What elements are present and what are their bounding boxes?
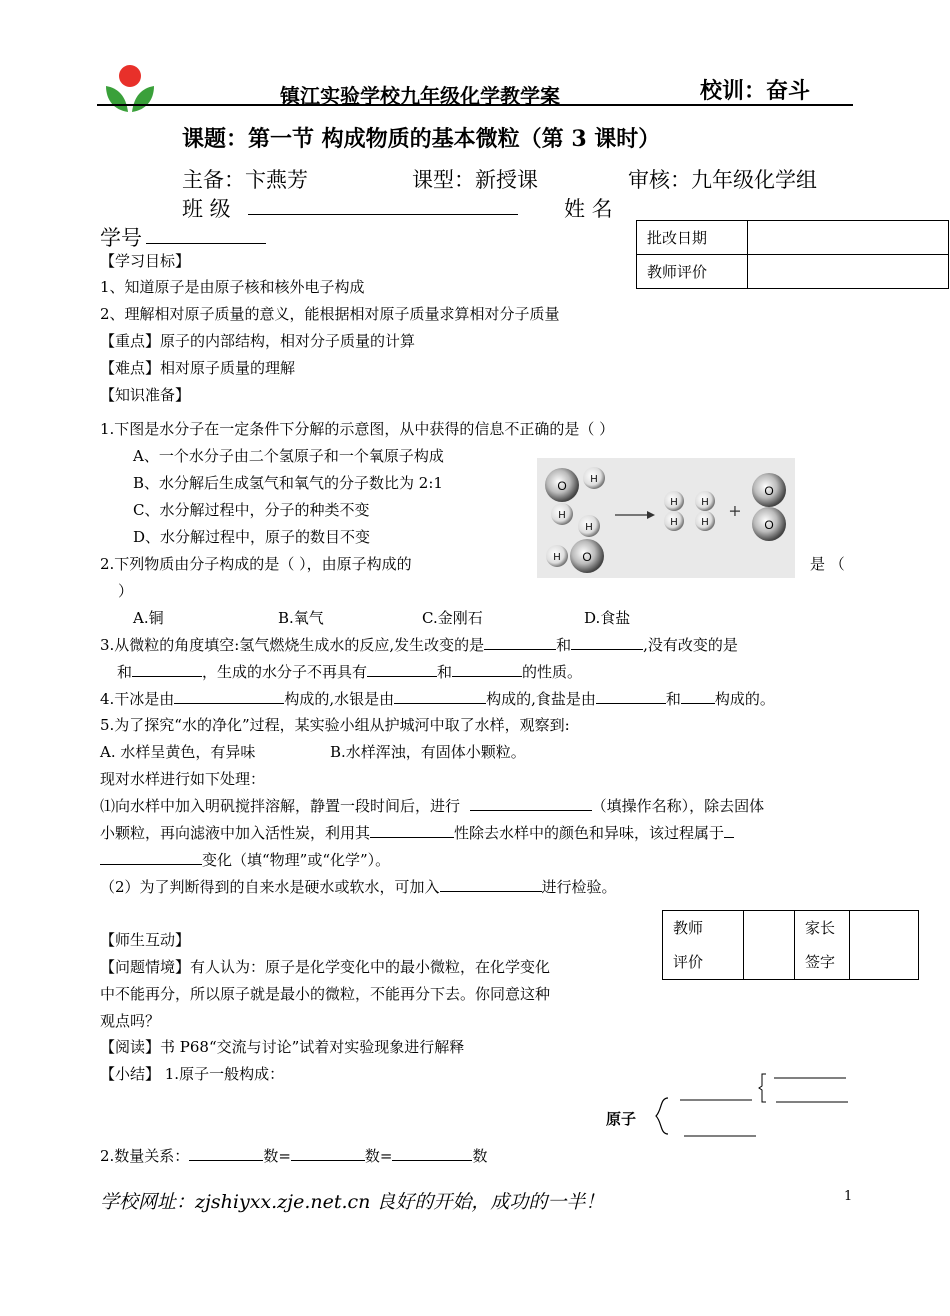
q4-blank[interactable]: [394, 689, 486, 704]
q5-blank[interactable]: [724, 823, 734, 838]
q2-option-a: A.铜: [133, 609, 164, 627]
atom-label-h: H: [670, 517, 678, 528]
lesson-title: 课题：第一节 构成物质的基本微粒（第 3 课时）: [182, 126, 661, 152]
q3-text: 和: [437, 663, 453, 681]
scenario-line-3: 观点吗？: [100, 1012, 161, 1030]
grading-box: [636, 220, 949, 289]
q5-blank[interactable]: [100, 850, 202, 865]
quantity-text: 数=: [364, 1147, 393, 1165]
q5-part2: [100, 876, 617, 897]
atom-label-h: H: [558, 510, 566, 521]
q3-blank[interactable]: [132, 662, 202, 677]
q5-text: 小颗粒，再向滤液中加入活性炭，利用其: [100, 824, 371, 842]
grading-date-label: 批改日期: [637, 221, 748, 255]
q5-observation-b: B.水样浑浊，有固体小颗粒。: [330, 743, 526, 761]
q5-part1-line3: [100, 849, 390, 870]
teacher-eval-cell[interactable]: [748, 255, 949, 289]
q5-part1-line1: [100, 795, 764, 816]
teacher-eval-cell[interactable]: [744, 911, 795, 980]
atom-label-o: O: [582, 550, 592, 564]
q5-text: 进行检验。: [541, 878, 617, 896]
q5-process: 现对水样进行如下处理：: [100, 770, 266, 788]
lesson-type: 课型：新授课: [412, 168, 538, 192]
q3-blank[interactable]: [367, 662, 437, 677]
atom-label-h: H: [701, 497, 709, 508]
key-point: 【重点】原子的内部结构，相对分子质量的计算: [100, 332, 416, 350]
header-rule: [97, 104, 853, 106]
quantity-relation: [100, 1145, 487, 1166]
q1-option-c: C、水分解过程中，分子的种类不变: [133, 501, 370, 519]
name-label: 姓 名: [564, 197, 613, 221]
q3-text: 的性质。: [522, 663, 583, 681]
q3-blank[interactable]: [484, 635, 556, 650]
q5-text: 性除去水样中的颜色和异味，该过程属于: [454, 824, 725, 842]
q5-text: （填操作名称），除去固体: [591, 797, 765, 815]
quantity-blank[interactable]: [291, 1146, 365, 1161]
q3-text: 和: [556, 636, 572, 654]
atom-label-h: H: [590, 474, 598, 485]
q5-text: 变化（填“物理”或“化学”）。: [202, 851, 391, 869]
quantity-text: 数=: [263, 1147, 291, 1165]
student-no-label: 学号: [100, 226, 142, 250]
q4-blank[interactable]: [681, 689, 715, 704]
atom-label-o: O: [764, 518, 774, 532]
summary-heading: 【小结】 1.原子一般构成：: [100, 1065, 285, 1083]
footer-website: 学校网址：zjshiyxx.zje.net.cn 良好的开始，成功的一半！: [100, 1191, 605, 1213]
q2-stem: 2.下列物质由分子构成的是（ ），由原子构成的: [100, 555, 412, 573]
scenario-line-1: 【问题情境】有人认为：原子是化学变化中的最小微粒，在化学变化: [100, 958, 551, 976]
water-decomposition-diagram: [537, 458, 795, 578]
q3-blank[interactable]: [571, 635, 643, 650]
q5-part1-line2: [100, 822, 734, 843]
q5-blank[interactable]: [370, 823, 454, 838]
quantity-text: 数: [472, 1147, 488, 1165]
school-title: 镇江实验学校九年级化学教学案: [280, 84, 560, 108]
q2-stem-tail: 是 （: [810, 555, 845, 573]
q5-blank[interactable]: [440, 877, 542, 892]
q1-option-d: D、水分解过程中，原子的数目不变: [133, 528, 371, 546]
teacher-eval-label: 教师评价: [637, 255, 748, 289]
q3-blank[interactable]: [452, 662, 522, 677]
q5-text: ⑴向水样中加入明矾搅拌溶解，静置一段时间后，进行: [100, 797, 461, 815]
q2-option-c: C.金刚石: [422, 609, 483, 627]
grading-date-cell[interactable]: [748, 221, 949, 255]
goal-item-1: 1、知道原子是由原子核和核外电子构成: [100, 278, 365, 296]
q4-text: 构成的,水银是由: [284, 690, 395, 708]
class-label: 班 级: [182, 197, 231, 221]
q2-option-d: D.食盐: [584, 609, 631, 627]
svg-text:+: +: [728, 501, 742, 520]
q1-option-a: A、一个水分子由二个氢原子和一个氧原子构成: [133, 447, 444, 465]
atom-label-o: O: [557, 479, 567, 493]
school-motto: 校训：奋斗: [700, 78, 811, 104]
parent-sign-label: 家长 签字: [795, 911, 850, 980]
q3-line-2: [117, 661, 582, 682]
q1-option-b: B、水分解后生成氢气和氧气的分子数比为 2:1: [133, 474, 443, 492]
q4-text: 4.干冰是由: [100, 690, 175, 708]
prep-heading: 【知识准备】: [100, 386, 191, 404]
atom-label-h: H: [553, 552, 561, 563]
q5-blank[interactable]: [470, 796, 592, 811]
parent-sign-cell[interactable]: [850, 911, 919, 980]
scenario-line-2: 中不能再分，所以原子就是最小的微粒，不能再分下去。你同意这种: [100, 985, 551, 1003]
school-logo: [100, 62, 160, 114]
q5-stem: 5.为了探究“水的净化”过程，某实验小组从护城河中取了水样，观察到:: [100, 716, 570, 734]
q1-stem: 1.下图是水分子在一定条件下分解的示意图，从中获得的信息不正确的是（ ）: [100, 420, 615, 438]
atom-label-h: H: [585, 522, 593, 533]
reading-task: 【阅读】书 P68“交流与讨论”试着对实验现象进行解释: [100, 1038, 465, 1056]
q4-blank[interactable]: [596, 689, 666, 704]
quantity-blank[interactable]: [189, 1146, 263, 1161]
q3-text: 3.从微粒的角度填空:氢气燃烧生成水的反应,发生改变的是: [100, 636, 485, 654]
atom-structure-brace: [648, 1070, 858, 1146]
lesson-preparer: 主备：卞燕芳: [182, 168, 308, 192]
lesson-reviewer: 审核：九年级化学组: [628, 168, 817, 192]
student-no-blank[interactable]: [146, 243, 266, 244]
atom-label-h: H: [670, 497, 678, 508]
q5-observation-a: A. 水样呈黄色，有异味: [100, 743, 256, 761]
q4-text: 构成的。: [714, 690, 775, 708]
q3-text: ,没有改变的是: [643, 636, 738, 654]
q2-option-b: B.氧气: [278, 609, 324, 627]
q4-text: 和: [665, 690, 681, 708]
difficulty: 【难点】相对原子质量的理解: [100, 359, 296, 377]
q3-text: 和: [117, 663, 133, 681]
evaluation-box: [662, 910, 919, 980]
q3-line-1: [100, 634, 738, 655]
atom-word: 原子: [606, 1111, 637, 1128]
interaction-heading: 【师生互动】: [100, 931, 191, 949]
atom-label-o: O: [764, 484, 774, 498]
teacher-eval-label: 教师 评价: [663, 911, 744, 980]
q4-blank[interactable]: [174, 689, 284, 704]
q4-text: 构成的,食盐是由: [486, 690, 596, 708]
q5-text: （2）为了判断得到的自来水是硬水或软水，可加入: [100, 878, 440, 896]
atom-label-h: H: [701, 517, 709, 528]
class-blank[interactable]: [248, 214, 518, 215]
quantity-blank[interactable]: [392, 1146, 472, 1161]
q4-line: [100, 688, 775, 709]
goals-heading: 【学习目标】: [100, 252, 191, 270]
q2-wrap: ）: [118, 582, 134, 600]
goal-item-2: 2、理解相对原子质量的意义，能根据相对原子质量求算相对分子质量: [100, 305, 560, 323]
q3-text: ，生成的水分子不再具有: [202, 663, 368, 681]
quantity-text: 2.数量关系：: [100, 1147, 190, 1165]
page-number: 1: [844, 1189, 853, 1204]
